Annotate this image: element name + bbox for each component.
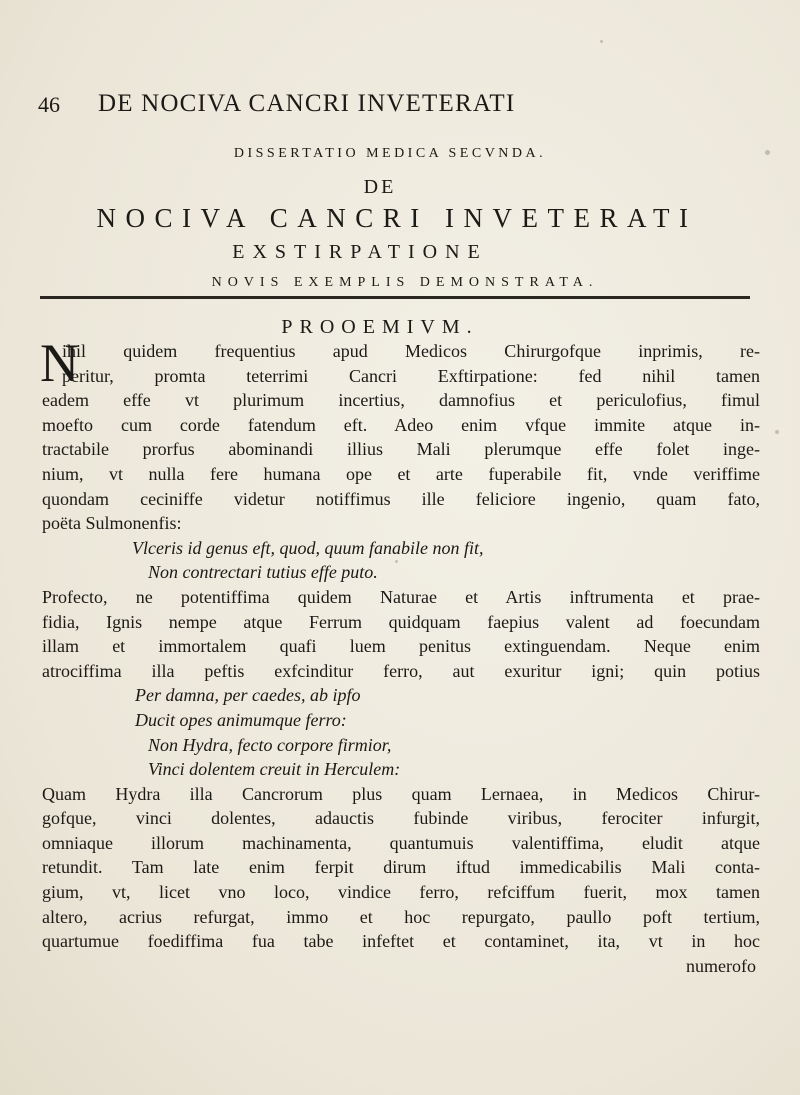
- verse-line: Non Hydra, fecto corpore firmior,: [148, 734, 392, 755]
- running-head-title: DE NOCIVA CANCRI INVETERATI: [98, 90, 516, 117]
- text-line: illam et immortalem quafi luem penitus extinguendam. Neque enim: [42, 636, 760, 657]
- title-line-main: NOCIVA CANCRI INVETERATI: [96, 203, 698, 233]
- text-line: altero, acrius refurgat, immo et hoc repurgato, paullo poft tertium,: [42, 906, 760, 927]
- text-line: nium, vt nulla fere humana ope et arte fuperabile fit, vnde veriffime: [42, 463, 760, 484]
- text-line: gofque, vinci dolentes, adauctis fubinde viribus, ferociter infurgit,: [42, 808, 760, 829]
- text-line: gium, vt, licet vno loco, vindice ferro, refciffum fuerit, mox tamen: [42, 882, 760, 903]
- text-line: eadem effe vt plurimum incertius, damnofius et periculofius, fimul: [42, 390, 760, 411]
- text-line: Profecto, ne potentiffima quidem Naturae et Artis inftrumenta et prae-: [42, 586, 760, 607]
- drop-cap: N: [40, 333, 79, 393]
- verse-line: Ducit opes animumque ferro:: [135, 709, 347, 730]
- body-text: [40, 333, 760, 978]
- catchword: numerofo: [686, 955, 756, 976]
- text-line: moefto cum corde fatendum eft. Adeo enim vfque immite atque in-: [42, 414, 760, 435]
- text-line: ihil quidem frequentius apud Medicos Chirurgofque inprimis, re-: [62, 341, 760, 361]
- paper-speck: [775, 430, 779, 434]
- title-line-dissertatio: DISSERTATIO MEDICA SECVNDA.: [233, 146, 547, 161]
- title-rule: [40, 296, 750, 299]
- page-number: 46: [38, 92, 60, 117]
- title-line-exstirpatione: EXSTIRPATIONE: [232, 241, 488, 263]
- title-line-de: DE: [363, 176, 397, 198]
- verse-line: Per damna, per caedes, ab ipfo: [135, 685, 361, 706]
- text-line: tractabile prorfus abominandi illius Mali plerumque effe folet inge-: [42, 439, 760, 460]
- title-line-novis: NOVIS EXEMPLIS DEMONSTRATA.: [211, 275, 599, 290]
- text-line: omniaque illorum machinamenta, quantumuis valentiffima, eludit atque: [42, 832, 760, 853]
- verse-line: Vlceris id genus eft, quod, quum fanabile non fit,: [132, 537, 484, 558]
- text-line: quondam ceciniffe videtur notiffimus ille feliciore ingenio, quam fato,: [42, 488, 760, 509]
- paper-speck: [765, 150, 770, 155]
- running-head: [38, 90, 758, 130]
- verse-line: Vinci dolentem creuit in Herculem:: [148, 759, 401, 780]
- verse-line: Non contrectari tutius effe puto.: [148, 562, 378, 583]
- text-line: peritur, promta teterrimi Cancri Exftirpatione: fed nihil tamen: [62, 365, 760, 386]
- section-heading: PROOEMIVM.: [281, 316, 479, 338]
- text-line: poëta Sulmonenfis:: [42, 513, 182, 534]
- text-line: retundit. Tam late enim ferpit dirum iftud immedicabilis Mali conta-: [42, 857, 760, 878]
- text-line: fidia, Ignis nempe atque Ferrum quidquam faepius valent ad foecundam: [42, 611, 760, 632]
- text-line: quartumue foediffima fua tabe infeftet et contaminet, ita, vt in hoc: [42, 931, 760, 952]
- paper-speck: [600, 40, 603, 43]
- paper-speck: [395, 560, 398, 563]
- text-line: Quam Hydra illa Cancrorum plus quam Lernaea, in Medicos Chirur-: [42, 783, 760, 804]
- text-line: atrociffima illa peftis exfcinditur ferro, aut exuritur igni; quin potius: [42, 660, 760, 681]
